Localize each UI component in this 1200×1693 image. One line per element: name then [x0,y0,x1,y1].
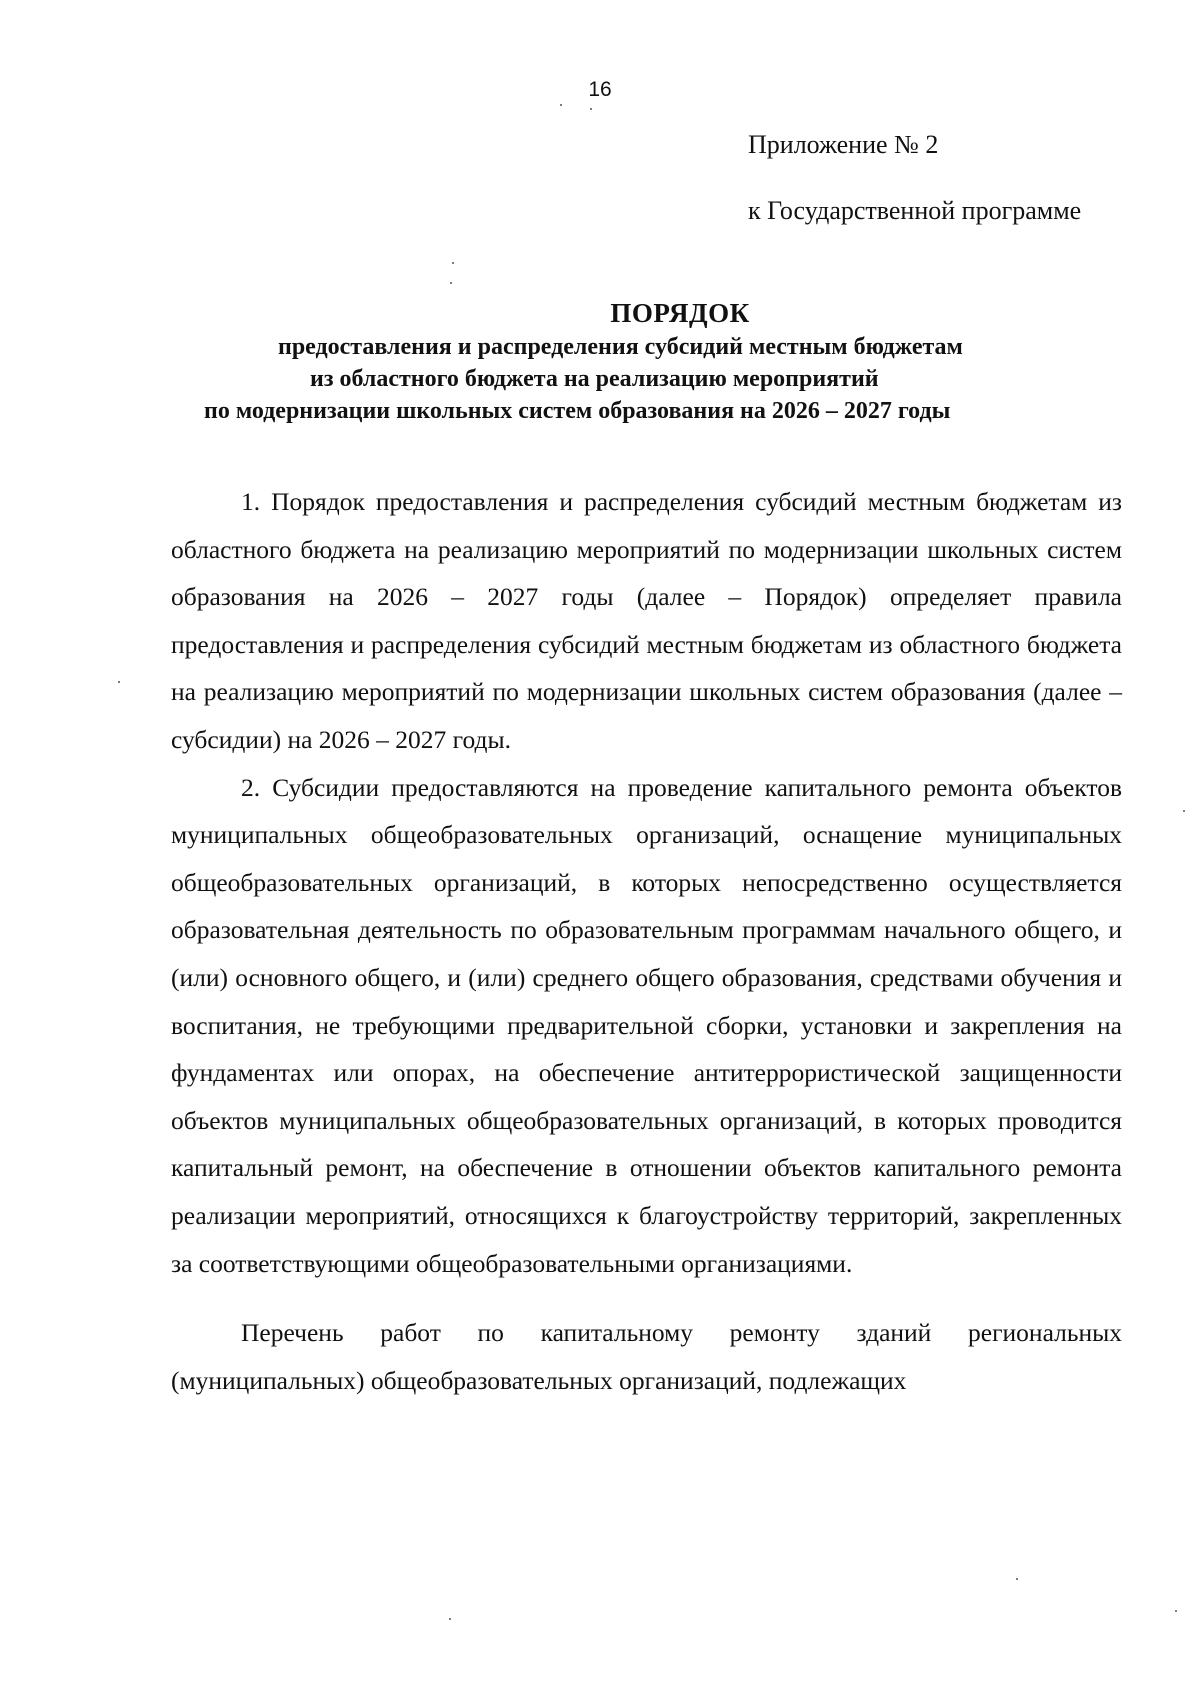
scan-speck [590,108,592,110]
scan-speck [1016,1578,1018,1580]
scan-speck [452,262,454,264]
scan-speck [118,681,120,683]
paragraph-1: 1. Порядок предоставления и распределения субсидий местным бюджетам из областного бюджета на реализацию мероприятий по модернизации школьных систем образования на 2026 – 2027 годы (далее – Порядок) определяет правила предоставления и распределения субсидий местным бюджетам из областного бюджета на реализацию мероприятий по модернизации школьных систем образования (далее – субсидии) на 2026 – 2027 годы. [171,487,1122,754]
appendix-number: Приложение № 2 [748,130,939,159]
appendix-reference: к Государственной программе [748,196,1082,225]
title-line-1: предоставления и распределения субсидий местным бюджетам [278,334,963,360]
scan-speck [449,1618,451,1620]
scan-speck [1175,1610,1177,1612]
page-number: 16 [588,78,612,101]
paragraph-3: Перечень работ по капитальному ремонту зданий региональных (муниципальных) общеобразовательных организаций, подлежащих [171,1318,1122,1395]
title-line-3: по модернизации школьных систем образования на 2026 – 2027 годы [204,398,951,424]
title-line-2: из областного бюджета на реализацию мероприятий [310,366,879,392]
document-body [171,478,1122,1404]
paragraph-2: 2. Субсидии предоставляются на проведение капитального ремонта объектов муниципальных общеобразовательных организаций, оснащение муниципальных общеобразовательных организаций, в которых непосредственно осуществляется образовательная деятельность по образовательным программам начального общего, и (или) основного общего, и (или) среднего общего образования, средствами обучения и воспитания, не требующими предварительной сборки, установки и закрепления на фундаментах или опорах, на обеспечение антитеррористической защищенности объектов муниципальных общеобразовательных организаций, в которых проводится капитальный ремонт, на обеспечение в отношении объектов капитального ремонта реализации мероприятий, относящихся к благоустройству территорий, закрепленных за соответствующими общеобразовательными организациями. [171,772,1122,1278]
scan-speck [560,104,562,106]
document-title-block [160,295,1120,427]
document-title: ПОРЯДОК [610,298,750,328]
scan-speck [1183,810,1185,812]
scan-speck [450,282,452,284]
